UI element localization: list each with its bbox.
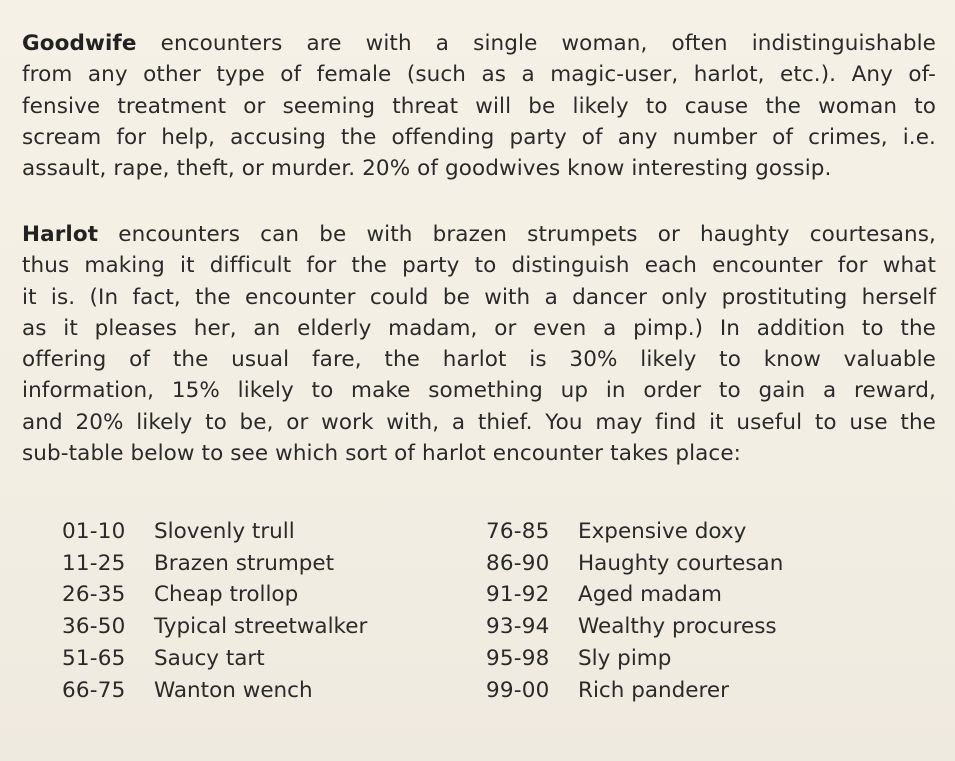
encounter-result: Typical streetwalker — [154, 614, 368, 640]
table-row — [62, 611, 367, 643]
roll-range: 95-98 — [486, 645, 550, 671]
roll-range: 93-94 — [486, 614, 550, 640]
paragraph-line — [22, 28, 936, 59]
table-row — [486, 611, 783, 643]
roll-range: 76-85 — [486, 519, 550, 544]
encounter-result: Slovenly trull — [154, 519, 295, 544]
roll-range: 66-75 — [62, 677, 126, 703]
paragraph-line: information, 15% likely to make something up in order to gain a reward, — [22, 378, 936, 404]
roll-range: 11-25 — [62, 550, 126, 576]
paragraph-line: scream for help, accusing the offending party of any number of crimes, i.e. — [22, 124, 936, 150]
table-row — [486, 675, 783, 707]
harlot-subtable-right-column — [486, 516, 783, 706]
paragraph-line: as it pleases her, an elderly madam, or even a pimp.) In addition to the — [22, 315, 936, 341]
line-text: encounters can be with brazen strumpets or haughty courtesans, — [98, 222, 936, 247]
harlot-paragraph — [22, 219, 936, 469]
paragraph-line: and 20% likely to be, or work with, a thief. You may find it useful to use the — [22, 409, 936, 435]
encounter-result: Wanton wench — [154, 677, 313, 703]
table-row — [62, 643, 367, 675]
paragraph-line: sub-table below to see which sort of harlot encounter takes place: — [22, 441, 742, 467]
table-row — [62, 675, 367, 707]
table-row — [486, 643, 783, 675]
paragraph-line: fensive treatment or seeming threat will be likely to cause the woman to — [22, 93, 936, 119]
paragraph-line: offering of the usual fare, the harlot is 30% likely to know valuable — [22, 347, 936, 373]
encounter-result: Wealthy procuress — [578, 614, 777, 640]
table-row — [62, 579, 367, 611]
harlot-term: Harlot — [22, 222, 99, 247]
paragraph-line: assault, rape, theft, or murder. 20% of goodwives know interesting gossip. — [22, 156, 832, 182]
encounter-result: Aged madam — [578, 582, 722, 608]
goodwife-term: Goodwife — [22, 31, 137, 56]
table-row — [62, 548, 367, 580]
encounter-result: Sly pimp — [578, 645, 672, 671]
paragraph-line — [22, 219, 936, 250]
table-row — [486, 516, 783, 548]
paragraph-line: thus making it difficult for the party to distinguish each encounter for what — [22, 253, 936, 279]
roll-range: 91-92 — [486, 582, 550, 608]
roll-range: 99-00 — [486, 677, 550, 703]
encounter-result: Expensive doxy — [578, 519, 747, 544]
encounter-result: Rich panderer — [578, 677, 729, 703]
roll-range: 51-65 — [62, 645, 126, 671]
roll-range: 36-50 — [62, 614, 126, 640]
encounter-result: Brazen strumpet — [154, 550, 335, 576]
roll-range: 01-10 — [62, 519, 126, 544]
harlot-subtable-left-column — [62, 516, 367, 706]
paragraph-line: from any other type of female (such as a magic-user, harlot, etc.). Any of- — [22, 62, 936, 88]
encounter-result: Cheap trollop — [154, 582, 299, 608]
table-row — [486, 579, 783, 611]
roll-range: 26-35 — [62, 582, 126, 608]
paragraph-line: it is. (In fact, the encounter could be with a dancer only prostituting herself — [22, 284, 936, 310]
table-row — [62, 516, 367, 548]
line-text: encounters are with a single woman, often indistinguishable — [136, 31, 936, 56]
table-row — [486, 548, 783, 580]
encounter-result: Saucy tart — [154, 645, 265, 671]
goodwife-paragraph — [22, 28, 936, 184]
encounter-result: Haughty courtesan — [578, 550, 784, 576]
roll-range: 86-90 — [486, 550, 550, 576]
